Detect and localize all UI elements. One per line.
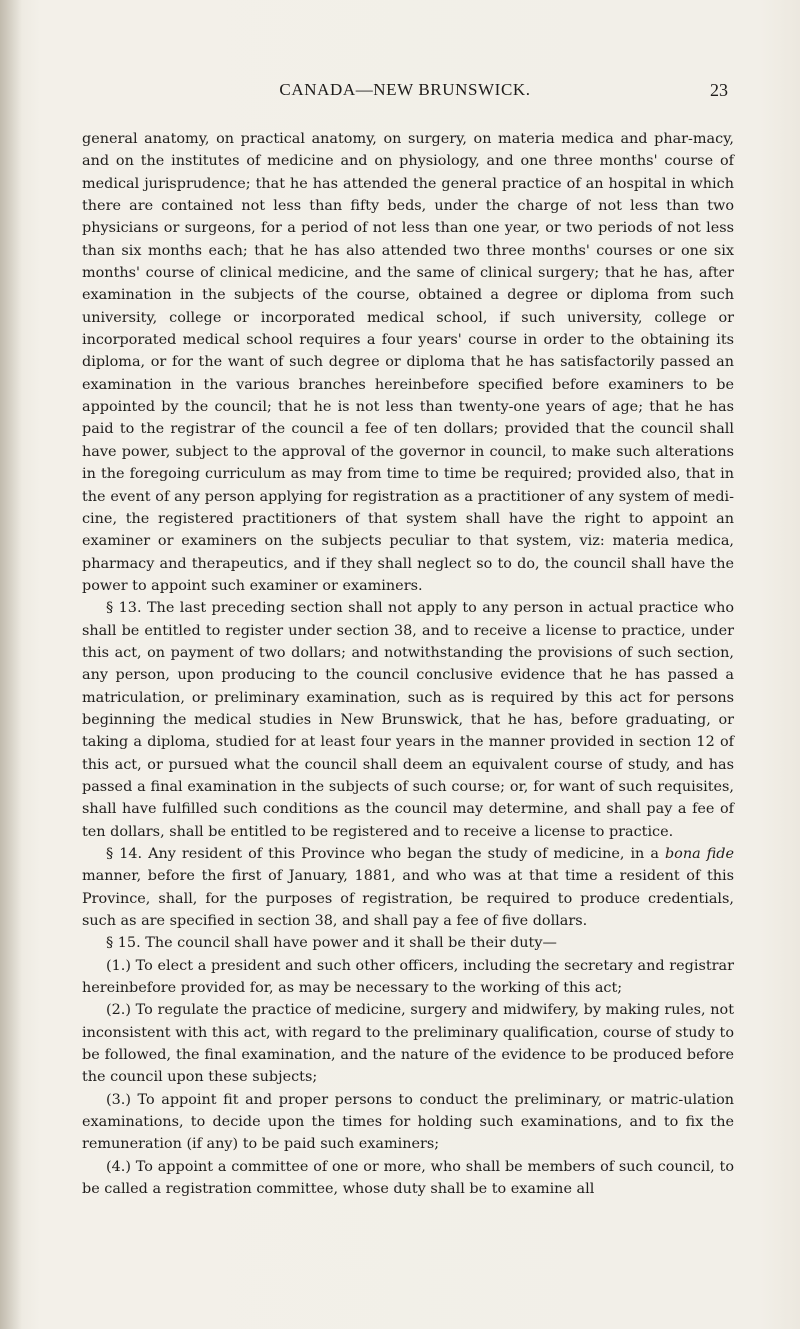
paragraph-continuation: general anatomy, on practical anatomy, on surgery, on materia medica and phar-macy, and on the institutes of medicine and on physiology, and one three months' course of medical jurisprudence; that he has attended the general practice of an hospital in which there are contained not less than fifty beds, under the charge of not less than two physicians or surgeons, for a period of not less than one year, or two periods of not less than six months each; that he has also attended two three months' courses or one six months' course of clinical medicine, and the same of clinical surgery; that he has, after examination in the subjects of the course, obtained a degree or diploma from such university, college or incorporated medical school, if such university, college or incorporated medical school requires a four years' course in order to the obtaining its diploma, or for the want of such degree or diploma that he has satisfactorily passed an examination in the various branches hereinbefore specified before examiners to be appointed by the council; that he is not less than twenty-one years of age; that he has paid to the registrar of the council a fee of ten dollars; provided that the council shall have power, subject to the approval of the governor in council, to make such alterations in the foregoing curriculum as may from time to time be required; provided also, that in the event of any person applying for registration as a practitioner of any system of medi-cine, the registered practitioners of that system shall have the right to appoint an examiner or examiners on the subjects peculiar to that system, viz: materia medica, pharmacy and therapeutics, and if they shall neglect so to do, the council shall have the power to appoint such examiner or examiners. (82, 131, 734, 594)
body-text (82, 128, 734, 1201)
spine-shadow (0, 0, 22, 1329)
paragraph-section-15: § 15. The council shall have power and it shall be their duty— (106, 935, 557, 952)
running-head: CANADA—NEW BRUNSWICK. (279, 80, 531, 99)
paragraph-item-1: (1.) To elect a president and such other officers, including the secretary and registrar hereinbefore provided for, as may be necessary to the working of this act; (82, 957, 734, 997)
page-number: 23 (710, 80, 728, 100)
paragraph-item-4: (4.) To appoint a committee of one or more, who shall be members of such council, to be called a registration committee, whose duty shall be to examine all (82, 1158, 734, 1198)
section-14-text-start: § 14. Any resident of this Province who began the study of medicine, in a (106, 846, 665, 862)
paragraph-item-2: (2.) To regulate the practice of medicine, surgery and midwifery, by making rules, not inconsistent with this act, with regard to the preliminary qualification, course of study to be followed, the final examination, and the nature of the evidence to be produced before the council upon these subjects; (82, 1002, 734, 1086)
paragraph-section-14 (82, 843, 734, 932)
paragraph-item-3: (3.) To appoint fit and proper persons to conduct the preliminary, or matric-ulation examinations, to decide upon the times for holding such examinations, and to fix the remuneration (if any) to be paid such examiners; (82, 1091, 734, 1153)
page-header (82, 80, 728, 104)
section-14-text-end: manner, before the first of January, 1881, and who was at that time a resident of this Province, shall, for the purposes of registration, be required to produce credentials, such as are specified in section 38, and shall pay a fee of five dollars. (82, 868, 734, 930)
italic-phrase: bona fide (664, 846, 735, 862)
paragraph-section-13: § 13. The last preceding section shall not apply to any person in actual practice who shall be entitled to register under section 38, and to receive a license to practice, under this act, on payment of two dollars; and notwithstanding the provisions of such section, any person, upon producing to the council conclusive evidence that he has passed a matriculation, or preliminary examination, such as is required by this act for persons beginning the medical studies in New Brunswick, that he has, before graduating, or taking a diploma, studied for at least four years in the manner provided in section 12 of this act, or pursued what the council shall deem an equivalent course of study, and has passed a final examination in the subjects of such course; or, for want of such requisites, shall have fulfilled such conditions as the council may determine, and shall pay a fee of ten dollars, shall be entitled to be registered and to receive a license to practice. (82, 600, 734, 840)
